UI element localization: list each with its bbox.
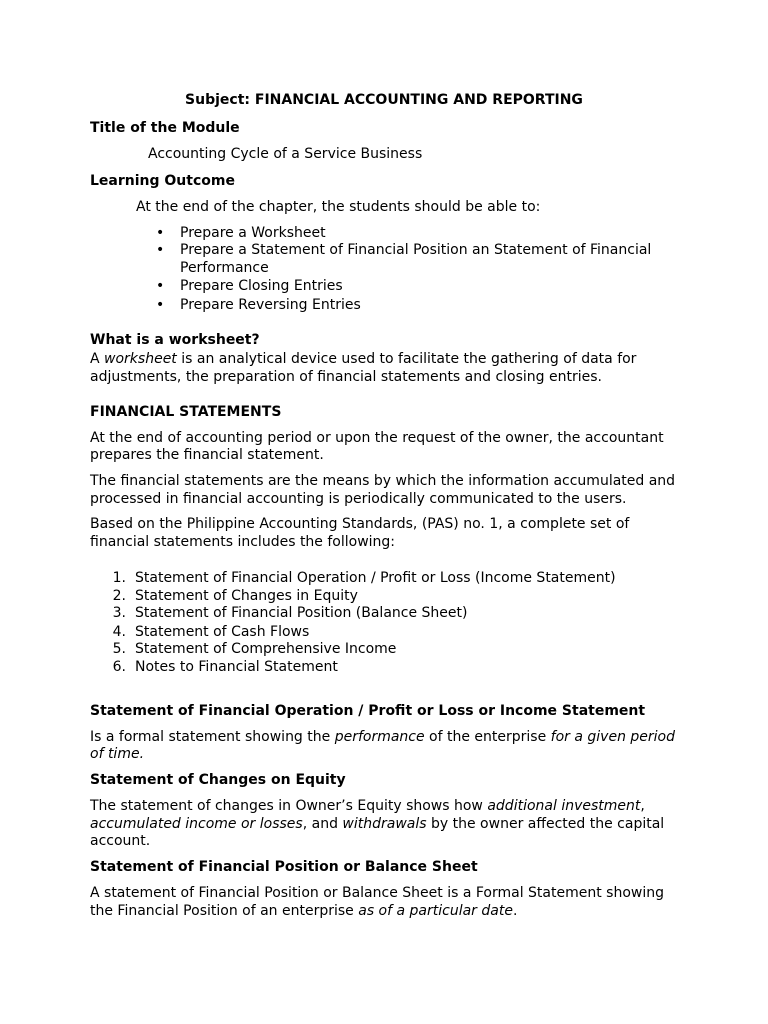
financial-statements-heading: FINANCIAL STATEMENTS (90, 404, 282, 420)
learning-outcome-heading: Learning Outcome (90, 173, 235, 189)
emphasis-text: performance (334, 729, 425, 745)
paragraph-line (90, 815, 664, 833)
list-item-text: Statement of Financial Position (Balance Sheet) (135, 605, 468, 621)
list-number: 5. (112, 641, 126, 657)
bullet-icon: • (156, 242, 165, 258)
paragraph-line: A statement of Financial Position or Balance Sheet is a Formal Statement showing (90, 885, 664, 901)
list-item-text: Statement of Financial Operation / Profit or Loss (Income Statement) (135, 570, 616, 586)
paragraph-line: financial statements includes the following: (90, 534, 396, 550)
learning-outcome-intro: At the end of the chapter, the students should be able to: (136, 199, 541, 215)
worksheet-heading: What is a worksheet? (90, 332, 260, 348)
text-run: by the owner affected the capital (426, 816, 665, 832)
text-run: . (512, 903, 518, 919)
balance-sheet-heading: Statement of Financial Position or Balance Sheet (90, 859, 478, 875)
list-number: 6. (112, 659, 126, 675)
text-run: Is a formal statement showing the (90, 729, 335, 745)
paragraph-line: prepares the financial statement. (90, 447, 324, 463)
bullet-icon: • (156, 225, 165, 241)
text-run: , (640, 798, 645, 814)
list-number: 3. (112, 605, 126, 621)
emphasis-text: withdrawals (342, 816, 427, 832)
list-item-text: Notes to Financial Statement (135, 659, 338, 675)
subject-label: Subject: (185, 92, 251, 108)
paragraph-line (90, 728, 675, 746)
paragraph-line (90, 902, 517, 920)
list-number: 1. (112, 570, 126, 586)
paragraph-line (90, 797, 645, 815)
emphasis-text: as of a particular date (358, 903, 513, 919)
module-title: Accounting Cycle of a Service Business (148, 146, 423, 162)
worksheet-paragraph-line: adjustments, the preparation of financial statements and closing entries. (90, 369, 602, 385)
paragraph-line: Based on the Philippine Accounting Standards, (PAS) no. 1, a complete set of (90, 516, 630, 532)
paragraph-line: of time. (90, 746, 145, 762)
list-item-text: Performance (180, 260, 269, 276)
paragraph-line: processed in financial accounting is periodically communicated to the users. (90, 491, 627, 507)
list-number: 2. (112, 588, 126, 604)
list-item-text: Statement of Cash Flows (135, 624, 310, 640)
list-item-text: Prepare a Statement of Financial Position an Statement of Financial (180, 242, 652, 258)
list-item-text: Prepare Closing Entries (180, 278, 343, 294)
list-item-text: Prepare Reversing Entries (180, 297, 361, 313)
text-run: , and (302, 816, 343, 832)
module-heading: Title of the Module (90, 120, 240, 136)
subject-value: FINANCIAL ACCOUNTING AND REPORTING (254, 92, 583, 108)
paragraph-line: The financial statements are the means by which the information accumulated and (90, 473, 676, 489)
worksheet-paragraph-line (90, 350, 636, 368)
worksheet-term: worksheet (104, 351, 177, 367)
paragraph-line: account. (90, 833, 151, 849)
emphasis-text: for a given period (550, 729, 675, 745)
list-number: 4. (112, 624, 126, 640)
text-run: The statement of changes in Owner’s Equity shows how (90, 798, 488, 814)
subject-line (0, 91, 768, 109)
paragraph-line: At the end of accounting period or upon the request of the owner, the accountant (90, 430, 664, 446)
bullet-icon: • (156, 278, 165, 294)
text-run: is an analytical device used to facilitate the gathering of data for (176, 351, 637, 367)
emphasis-text: accumulated income or losses (90, 816, 303, 832)
list-item-text: Statement of Changes in Equity (135, 588, 358, 604)
text-run: of the enterprise (424, 729, 551, 745)
bullet-icon: • (156, 297, 165, 313)
list-item-text: Statement of Comprehensive Income (135, 641, 397, 657)
changes-equity-heading: Statement of Changes on Equity (90, 772, 346, 788)
income-statement-heading: Statement of Financial Operation / Profit or Loss or Income Statement (90, 703, 646, 719)
text-run: the Financial Position of an enterprise (90, 903, 359, 919)
emphasis-text: additional investment (487, 798, 641, 814)
list-item-text: Prepare a Worksheet (180, 225, 326, 241)
text-run: A (90, 351, 105, 367)
